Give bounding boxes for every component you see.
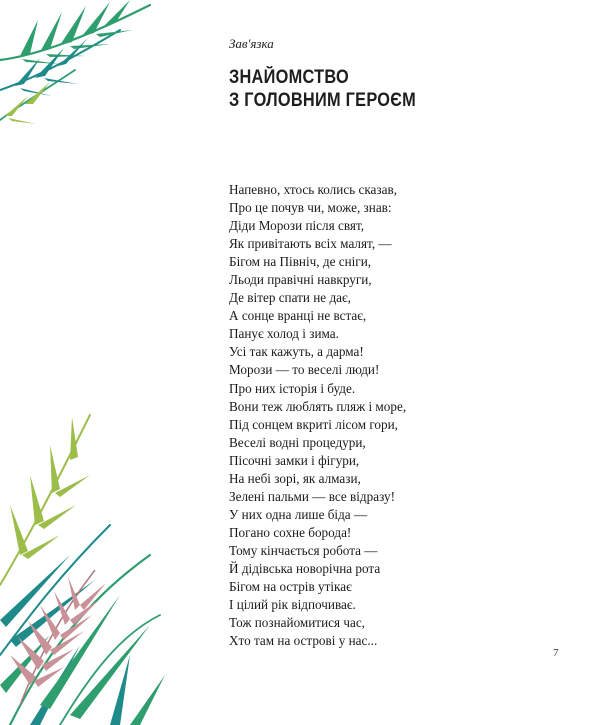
poem-line: Морози — то веселі люди! <box>229 362 380 378</box>
poem-line: Погано сохне борода! <box>229 524 352 540</box>
poem-line: Веселі водні процедури, <box>229 434 366 450</box>
poem-line: Бігом на Північ, де сніги, <box>229 254 372 270</box>
section-label: Зав'язка <box>229 36 274 51</box>
poem-line: Й дідівська новорічна рота <box>229 560 381 576</box>
poem-line: Про них історія і буде. <box>229 380 356 396</box>
poem-line: Діди Морози після свят, <box>229 218 365 234</box>
poem-line: Зелені пальми — все відразу! <box>229 488 395 504</box>
tropical-leaves-illustration <box>0 405 170 725</box>
poem-line: Панує холод і зима. <box>229 326 339 342</box>
poem-line: Напевно, хтось колись сказав, <box>229 182 397 197</box>
chapter-title-line: ЗНАЙОМСТВО <box>229 67 349 88</box>
poem-line: Де вітер спати не дає, <box>229 290 351 306</box>
palm-leaves-illustration <box>0 0 160 130</box>
poem-line: На небі зорі, як алмази, <box>229 470 361 486</box>
poem-line: Бігом на острів утікає <box>229 579 352 595</box>
poem-line: Під сонцем вкриті лісом гори, <box>229 416 398 432</box>
chapter-title <box>229 66 416 112</box>
poem-line: Усі так кажуть, а дарма! <box>229 344 364 360</box>
poem-line: Хто там на острові у нас... <box>229 633 378 649</box>
poem-line: Вони теж люблять пляж і море, <box>229 398 407 414</box>
poem-line: Тож познайомитися час, <box>229 615 365 631</box>
page-number: 7 <box>553 647 559 659</box>
poem-line: Тому кінчається робота — <box>229 542 378 558</box>
poem-line: А сонце вранці не встає, <box>229 308 367 324</box>
poem-line: Пісочні замки і фігури, <box>229 452 360 468</box>
poem-line: Льоди правічні навкруги, <box>229 272 372 288</box>
poem-text <box>229 181 406 650</box>
poem-line: І цілий рік відпочиває. <box>229 597 356 613</box>
chapter-title-line: З ГОЛОВНИМ ГЕРОЄМ <box>229 90 416 111</box>
poem-line: У них одна лише біда — <box>229 506 368 522</box>
poem-line: Про це почув чи, може, знав: <box>229 200 392 216</box>
poem-line: Як привітають всіх малят, — <box>229 236 392 252</box>
